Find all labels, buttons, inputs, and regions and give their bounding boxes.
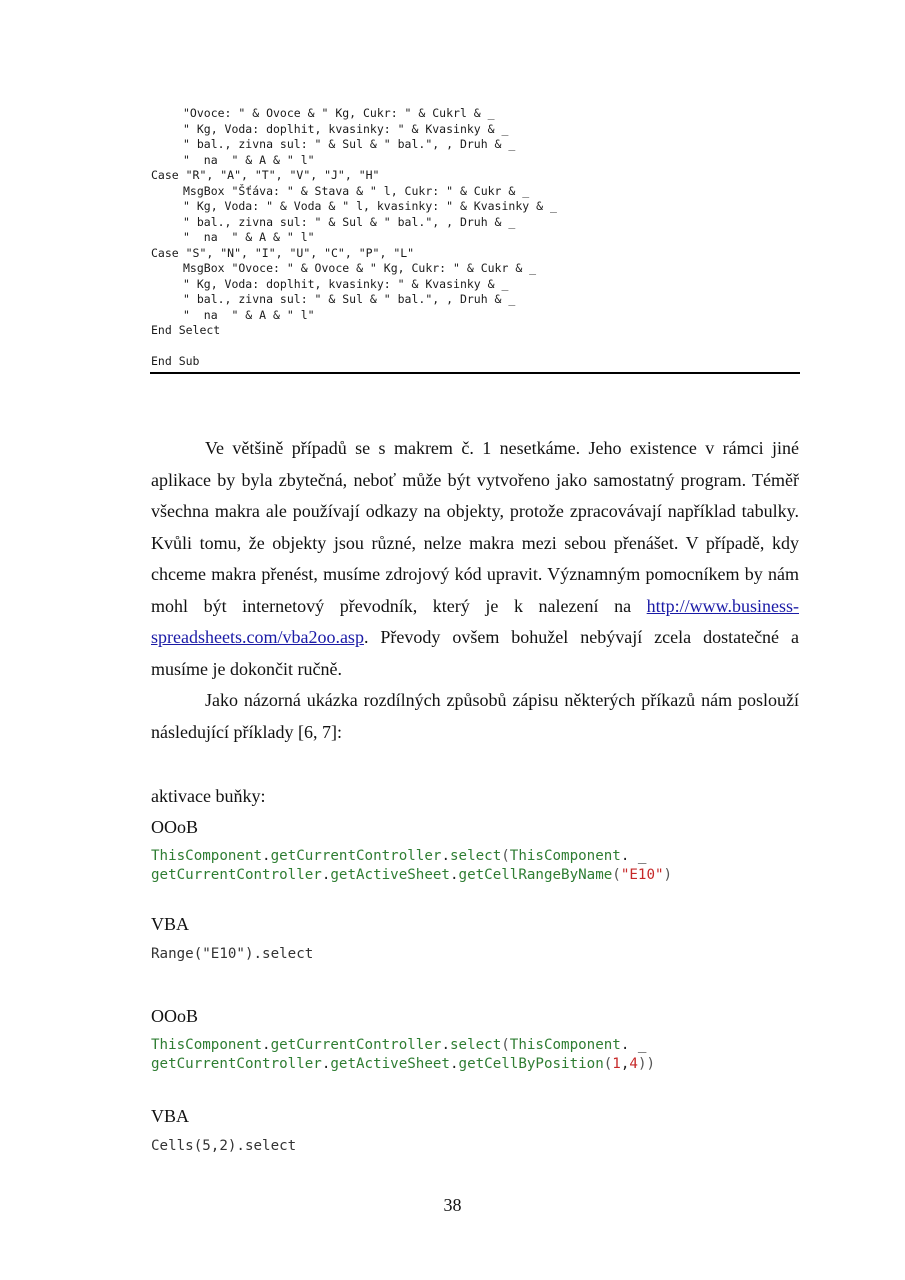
code-line: Case "R", "A", "T", "V", "J", "H" bbox=[151, 168, 380, 182]
code-line: "Ovoce: " & Ovoce & " Kg, Cukr: " & Cukrl & _ bbox=[183, 106, 495, 120]
paragraph-text-end: . Převody ovšem bohužel nebývají zcela dostatečné a musíme je dokončit ručně. bbox=[151, 627, 799, 679]
code-line: " na " & A & " l" bbox=[183, 152, 315, 167]
code-line: " bal., zivna sul: " & Sul & " bal.", , Druh & _ bbox=[183, 137, 516, 151]
code-line: " Kg, Voda: doplhit, kvasinky: " & Kvasinky & _ bbox=[183, 276, 509, 291]
paragraph-text: Ve většině případů se s makrem č. 1 nesetkáme. Jeho existence v rámci jiné aplikace by byla zbytečná, neboť může být vytvořeno jako samostatný program. Téměř všechna makra ale používají odkazy na objekty, protože zpracovávají například tabulky. Kvůli tomu, že objekty jsou různé, nelze makra mezi sebou přenášet. V případě, kdy chceme makra přenést, musíme zdrojový kód upravit. Významným pomocníkem by nám mohl být internetový převodník, který je k nalezení na bbox=[151, 438, 799, 616]
code-line: " bal., zivna sul: " & Sul & " bal.", , Druh & _ bbox=[183, 214, 516, 229]
code-listing bbox=[151, 106, 801, 370]
ooob-code-block-2: ThisComponent.getCurrentController.select(ThisComponent. _ getCurrentController.getActiveSheet.getCellByPosition(1,4)) bbox=[151, 1037, 656, 1072]
code-line: " na " & A & " l" bbox=[183, 307, 315, 322]
ooob-label: OOoB bbox=[151, 817, 199, 837]
code-line: End Select bbox=[151, 323, 221, 337]
ooob-code-block: ThisComponent.getCurrentController.select(ThisComponent. _ getCurrentController.getActiveSheet.getCellRangeByName("E10") bbox=[151, 848, 673, 883]
converter-link[interactable]: http://www.business-spreadsheets.com/vba2oo.asp bbox=[151, 595, 799, 647]
vba-label-2: VBA bbox=[151, 1106, 190, 1126]
vba-code: Range("E10").select bbox=[151, 946, 314, 962]
code-line: " Kg, Voda: " & Voda & " l, kvasinky: " & Kvasinky & _ bbox=[183, 199, 557, 213]
ooob-label-2: OOoB bbox=[151, 1006, 199, 1026]
code-line: " Kg, Voda: doplhit, kvasinky: " & Kvasinky & _ bbox=[183, 121, 509, 136]
vba-label: VBA bbox=[151, 914, 190, 934]
code-line bbox=[151, 339, 801, 355]
vba-code-2: Cells(5,2).select bbox=[151, 1138, 297, 1154]
paragraph2-text: Jako názorná ukázka rozdílných způsobů zápisu některých příkazů nám poslouží následující příklady [6, 7]: bbox=[151, 690, 799, 742]
code-line: " bal., zivna sul: " & Sul & " bal.", , Druh & _ bbox=[183, 292, 516, 306]
code-line: Case "S", "N", "I", "U", "C", "P", "L" bbox=[151, 245, 415, 260]
code-line: " na " & A & " l" bbox=[183, 230, 315, 244]
paragraph-macro-conversion bbox=[151, 433, 799, 685]
page-number: 38 bbox=[443, 1195, 462, 1215]
paragraph-examples-intro bbox=[151, 685, 799, 748]
horizontal-rule bbox=[150, 372, 800, 374]
code-line: MsgBox "Šťáva: " & Stava & " l, Cukr: " & Cukr & _ bbox=[183, 183, 530, 198]
code-line: End Sub bbox=[151, 354, 200, 368]
example-intro: aktivace buňky: bbox=[151, 786, 266, 806]
code-line: MsgBox "Ovoce: " & Ovoce & " Kg, Cukr: " & Cukr & _ bbox=[183, 261, 537, 275]
